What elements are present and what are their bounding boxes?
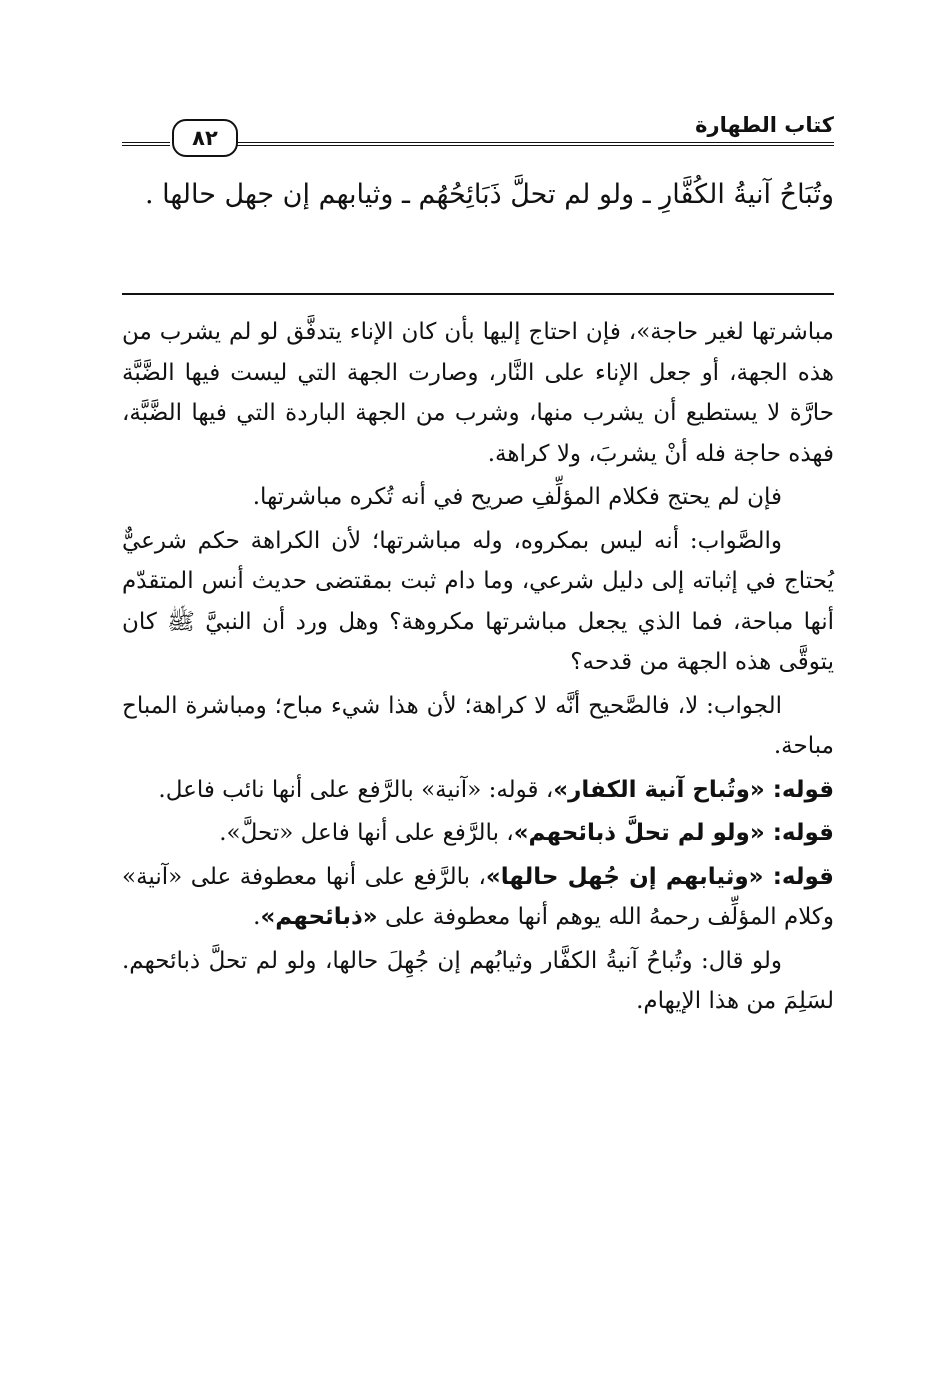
commentary-paragraph-1: مباشرتها لغير حاجة»، فإن احتاج إليها بأن كان الإناء يتدفَّق لو لم يشرب من هذه الجهة، أو جعل الإناء على النَّار، وصارت الجهة التي ليست فيها الضَّبَّة حارَّة لا يستطيع أن يشرب منها، وشرب من الجهة الباردة التي فيها الضَّبَّة، فهذه حاجة فله أنْ يشربَ، ولا كراهة. <box>122 319 834 467</box>
explanation-text: ، بالرَّفع على أنها معطوفة على «آنية» وكلام المؤلِّف رحمهُ الله يوهم أنها معطوفة على <box>122 863 834 930</box>
explanation-end: . <box>253 904 261 930</box>
commentary-paragraph-7 <box>122 857 834 938</box>
commentary-paragraph-2: فإن لم يحتج فكلام المؤلِّفِ صريح في أنه تُكره مباشرتها. <box>252 484 782 510</box>
commentary-paragraph-3: والصَّواب: أنه ليس بمكروه، وله مباشرتها؛ لأن الكراهة حكم شرعيٌّ يُحتاج في إثباته إلى دليل شرعي، وما دام ثبت بمقتضى حديث أنس المتقدّم أنها مباحة، فما الذي يجعل مباشرتها مكروهة؟ وهل ورد أن النبيَّ ﷺ كان يتوقَّى هذه الجهة من قدحه؟ <box>122 527 834 675</box>
commentary-paragraph-8: ولو قال: وتُباحُ آنيةُ الكفَّار وثيابُهم إن جُهِلَ حالها، ولو لم تحلَّ ذبائحهم. لسَلِمَ من هذا الإيهام. <box>122 947 834 1014</box>
book-title: كتاب الطهارة <box>695 113 834 137</box>
quoted-phrase: قوله: «وتُباح آنية الكفار» <box>553 776 834 803</box>
quoted-word: «ذبائحهم» <box>260 904 378 930</box>
quoted-phrase: قوله: «ولو لم تحلَّ ذبائحهم» <box>513 820 834 846</box>
header-rule <box>234 142 834 146</box>
header-rule-left <box>122 142 170 146</box>
page-header <box>122 112 834 160</box>
commentary-text <box>122 312 834 1025</box>
explanation-text: ، قوله: «آنية» بالرَّفع على أنها نائب فاعل. <box>158 776 554 803</box>
commentary-paragraph-4: الجواب: لا، فالصَّحيح أنَّه لا كراهة؛ لأن هذا شيء مباح؛ ومباشرة المباح مباحة. <box>122 692 834 759</box>
commentary-paragraph-5 <box>122 770 834 811</box>
main-text <box>122 170 834 219</box>
page-number <box>172 119 238 157</box>
explanation-text: ، بالرَّفع على أنها فاعل «تحلَّ». <box>219 820 514 846</box>
footnote-separator <box>122 293 834 295</box>
quoted-phrase: قوله: «وثيابهم إن جُهل حالها» <box>485 863 834 890</box>
commentary-paragraph-6 <box>122 813 834 854</box>
matn-paragraph: وتُبَاحُ آنيةُ الكُفَّارِ ـ ولو لم تحلَّ ذَبَائِحُهُم ـ وثيابهم إن جهل حالها . <box>144 179 834 210</box>
page-number-text: ٨٢ <box>192 126 218 150</box>
